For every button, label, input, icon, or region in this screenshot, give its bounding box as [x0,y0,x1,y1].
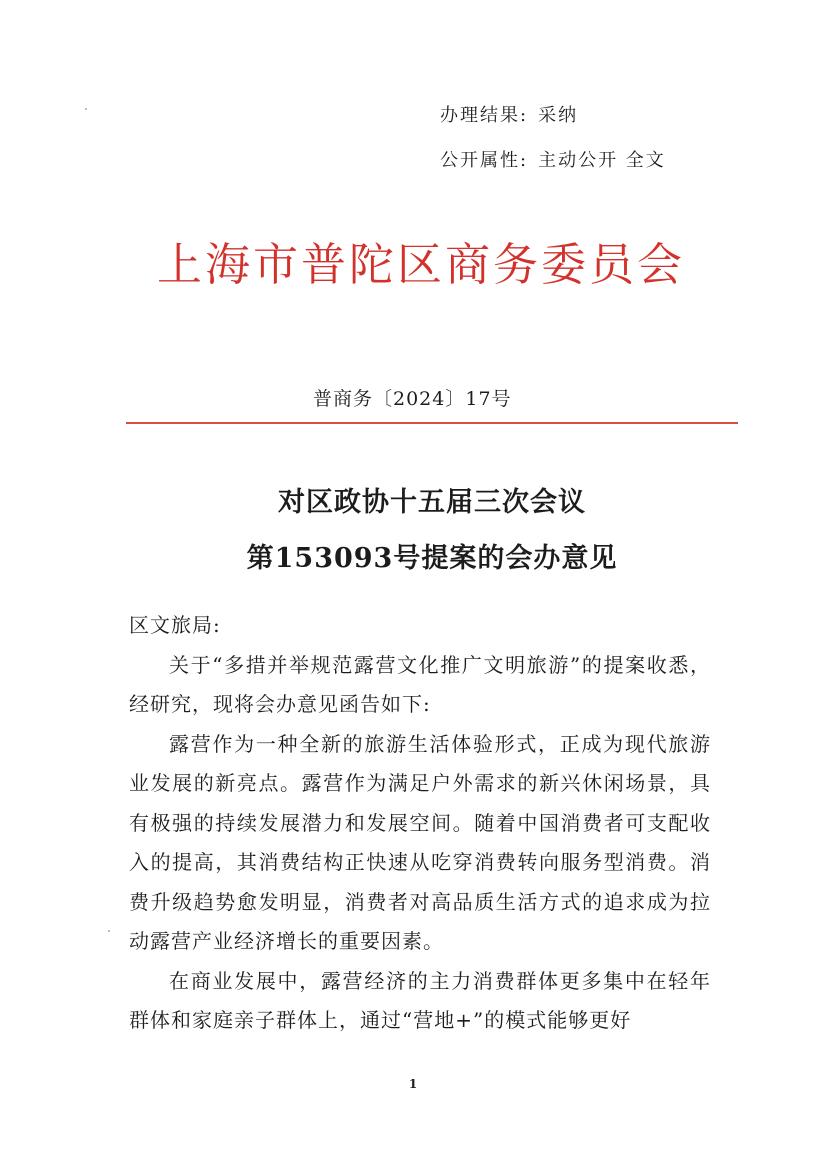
document-number: 普商务〔2024〕17号 [313,388,512,410]
scan-speck [85,108,87,110]
body-paragraph-2: 露营作为一种全新的旅游生活体验形式，正成为现代旅游业发展的新亮点。露营作为满足户外需求的新兴休闲场景，具有极强的持续发展潜力和发展空间。随着中国消费者可支配收入的提高，其消费结构正快速从吃穿消费转向服务型消费。消费升级趋势愈发明显，消费者对高品质生活方式的追求成为拉动露营产业经济增长的重要因素。 [129,731,711,953]
page-number: 1 [408,1077,418,1091]
disclosure-attribute [440,146,666,172]
issuing-organization: 上海市普陀区商务委员会 [157,238,686,291]
recipient: 区文旅局: [129,613,221,637]
document-body [129,606,711,1041]
scan-speck [108,930,110,932]
disclosure-value: 主动公开 全文 [538,150,666,171]
handling-result-value: 采纳 [538,105,579,126]
document-title-line-1: 对区政协十五届三次会议 [278,487,586,518]
document-title-line-2: 第153093号提案的会办意见 [246,543,618,574]
body-paragraph-1: 关于“多措并举规范露营文化推广文明旅游”的提案收悉，经研究，现将会办意见函告如下: [129,652,711,716]
body-paragraph-3: 在商业发展中，露营经济的主力消费群体更多集中在轻年群体和家庭亲子群体上，通过“营地+”的模式能够更好 [129,968,711,1032]
header-divider [126,422,738,424]
handling-result [440,101,578,127]
disclosure-label: 公开属性: [440,150,529,171]
handling-result-label: 办理结果: [440,105,529,126]
